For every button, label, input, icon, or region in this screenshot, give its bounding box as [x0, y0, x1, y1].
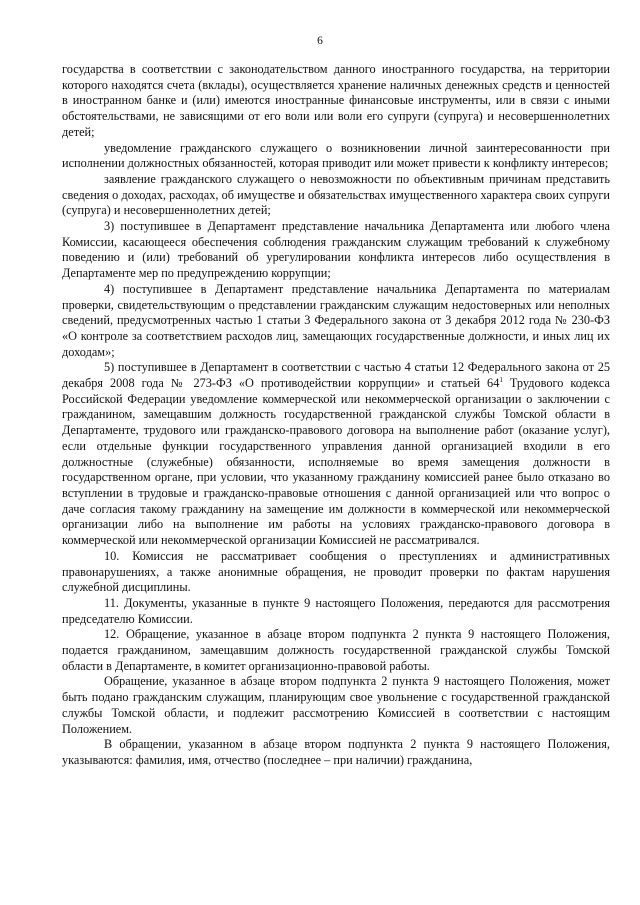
document-body	[62, 62, 610, 769]
item-5-text-end: Трудового кодекса Российской Федерации уведомление коммерческой или некоммерческой организации о заключении с гражданином, замещавшим должность государственной гражданской службы Томской области в Департаменте, трудового или гражданско-правового договора на выполнение работ (оказание услуг), если отдельные функции государственного управления данной организацией входили в его должностные (служебные) обязанности, исполняемые во время замещения должности в государственном органе, при условии, что указанному гражданину комиссией ранее было отказано во вступлении в трудовые и гражданско-правовые отношения с данной организацией или что вопрос о даче согласия такому гражданину на замещение им должности в коммерческой или некоммерческой организации либо на выполнение им работы на условиях гражданско-правового договора в коммерческой или некоммерческой организации Комиссией не рассматривался.	[62, 376, 610, 548]
paragraph-section-12: 12. Обращение, указанное в абзаце втором подпункта 2 пункта 9 настоящего Положения, подается гражданином, замещавшим должность государственной гражданской службы Томской области в Департаменте, в комитет организационно-правовой работы.	[62, 627, 610, 673]
article-superscript: 1	[499, 376, 503, 385]
paragraph-section-11: 11. Документы, указанные в пункте 9 настоящего Положения, передаются для рассмотрения председателю Комиссии.	[62, 595, 610, 626]
paragraph-item-3: 3) поступившее в Департамент представление начальника Департамента или любого члена Комиссии, касающееся обеспечения соблюдения гражданским служащим требований к служебному поведению и (или) требований об урегулировании конфликта интересов либо осуществления в Департаменте мер по предупреждению коррупции;	[62, 219, 610, 281]
paragraph-appeal-contents: В обращении, указанном в абзаце втором подпункта 2 пункта 9 настоящего Положения, указываются: фамилия, имя, отчество (последнее – при наличии) гражданина,	[62, 737, 610, 767]
paragraph-appeal-dismissal: Обращение, указанное в абзаце втором подпункта 2 пункта 9 настоящего Положения, может быть подано гражданским служащим, планирующим свое увольнение с государственной гражданской службы Томской области, и подлежит рассмотрению Комиссией в соответствии с настоящим Положением.	[62, 674, 610, 736]
page-number: 6	[317, 35, 323, 47]
item-5-text-start: 5) поступившее в Департамент в соответствии с частью 4 статьи 12 Федерального закона от 25 декабря 2008 года № 273-ФЗ «О противодействии коррупции» и статьей 64	[62, 360, 610, 391]
paragraph-income-statement: заявление гражданского служащего о невозможности по объективным причинам представить сведения о доходах, расходах, об имуществе и обязательствах имущественного характера своих супруги (супруга) и несовершеннолетних детей;	[62, 171, 610, 218]
paragraph-conflict-notice: уведомление гражданского служащего о возникновении личной заинтересованности при исполнении должностных обязанностей, которая приводит или может привести к конфликту интересов;	[62, 140, 610, 171]
paragraph-item-4: 4) поступившее в Департамент представление начальника Департамента по материалам проверки, свидетельствующим о представлении гражданским служащим недостоверных или неполных сведений, предусмотренных частью 1 статьи 3 Федерального закона от 3 декабря 2012 года № 230-ФЗ «О контроле за соответствием расходов лиц, замещающих государственные должности, и иных лиц их доходам»;	[62, 281, 610, 359]
paragraph-continuation: государства в соответствии с законодательством данного иностранного государства, на территории которого находятся счета (вклады), осуществляется хранение наличных денежных средств и ценностей в иностранном банке и (или) имеются иностранные финансовые инструменты, или в связи с иными обстоятельствами, не зависящими от его воли или воли его супруги (супруга) и несовершеннолетних детей;	[62, 62, 610, 139]
paragraph-section-10: 10. Комиссия не рассматривает сообщения о преступлениях и административных правонарушениях, а также анонимные обращения, не проводит проверки по фактам нарушения служебной дисциплины.	[62, 548, 610, 595]
paragraph-item-5	[62, 360, 610, 548]
